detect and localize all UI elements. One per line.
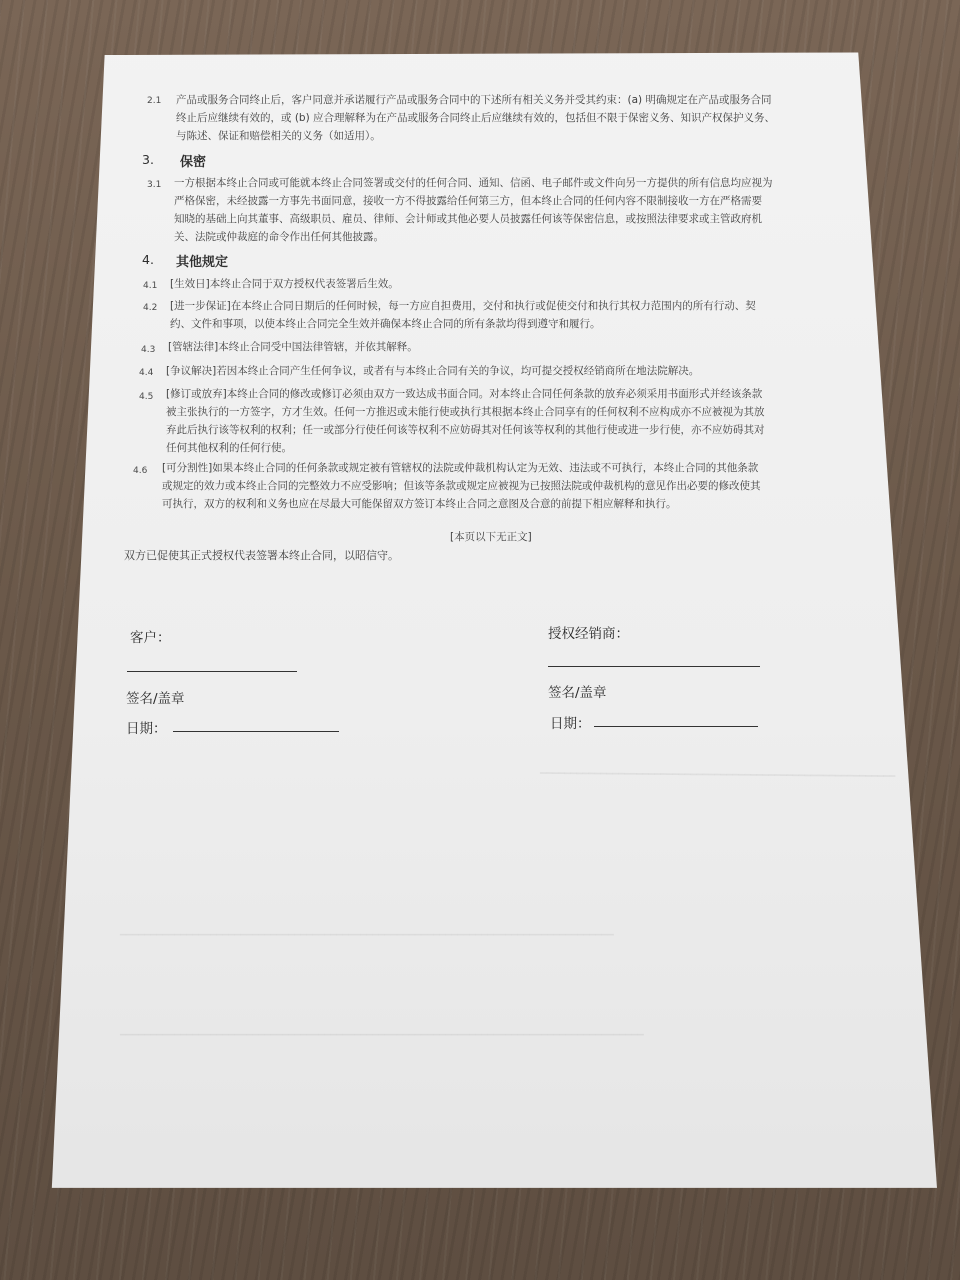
clause-line: [可分割性]如果本终止合同的任何条款或规定被有管辖权的法院或仲裁机构认定为无效、违法或不可执行，本终止合同的其他条款 — [162, 462, 759, 474]
clause-number: 2.1 — [147, 96, 162, 106]
clause-4-6 — [162, 459, 862, 513]
clause-line: 与陈述、保证和赔偿相关的义务（如适用）。 — [176, 130, 381, 142]
bleed-through-text: ━━━━━━━━━━━━━━━━━━━━━━━━━━━━━━━━━━━━━━━━━━━━━━━━━━━━━━━━━━━ — [539, 768, 896, 783]
clause-4-5 — [166, 385, 856, 457]
bleed-through-text: ━━━━━━━━━━━━━━━━━━━━━━━━━━━━━━━━━━━━━━━━━━━━━━━━━━━━━━━━━━━━━━━━━━━━━━━━━━━━━━━━━━━━━━━ — [120, 1030, 644, 1041]
dealer-signature-line — [548, 666, 760, 667]
clause-3-1 — [174, 174, 846, 246]
clause-number: 4.4 — [139, 368, 154, 378]
section-number: 4. — [142, 252, 154, 267]
clause-4-4 — [166, 362, 846, 380]
clause-line: [进一步保证]在本终止合同日期后的任何时候，每一方应自担费用，交付和执行或促使交付和执行其权力范围内的所有行动、契 — [170, 300, 756, 312]
clause-line: 可执行，双方的权利和义务也应在尽最大可能保留双方签订本终止合同之意图及合意的前提下相应解释和执行。 — [162, 498, 677, 510]
clause-number: 3.1 — [147, 180, 162, 190]
clause-line: 被主张执行的一方签字，方才生效。任何一方推迟或未能行使或执行其根据本终止合同享有的任何权利不应构成亦不应被视为其放 — [166, 406, 765, 418]
clause-line: 关、法院或仲裁庭的命令作出任何其他披露。 — [174, 231, 384, 243]
clause-line: 产品或服务合同终止后，客户同意并承诺履行产品或服务合同中的下述所有相关义务并受其约束：(a) 明确规定在产品或服务合同 — [176, 94, 772, 106]
clause-number: 4.2 — [143, 303, 158, 313]
clause-line: 约、文件和事项，以使本终止合同完全生效并确保本终止合同的所有条款均得到遵守和履行。 — [170, 318, 601, 330]
clause-line: 严格保密，未经披露一方事先书面同意，接收一方不得披露给任何第三方，但本终止合同的任何内容不限制接收一方在严格需要 — [174, 195, 762, 207]
section-title-other-provisions: 其他规定 — [176, 255, 229, 270]
clause-number: 4.6 — [133, 466, 148, 476]
clause-line: 知晓的基础上向其董事、高级职员、雇员、律师、会计师或其他必要人员披露任何该等保密信息，或按照法律要求或主管政府机 — [174, 213, 762, 225]
clause-line: [争议解决]若因本终止合同产生任何争议，或者有与本终止合同有关的争议，均可提交授权经销商所在地法院解决。 — [166, 365, 700, 377]
customer-date-label: 日期： — [126, 721, 167, 737]
clause-number: 4.5 — [139, 392, 154, 402]
witness-statement: 双方已促使其正式授权代表签署本终止合同，以昭信守。 — [124, 549, 399, 562]
dealer-sign-seal-label: 签名/盖章 — [548, 685, 607, 701]
section-title-confidentiality: 保密 — [180, 155, 207, 170]
clause-4-1 — [170, 275, 842, 293]
bleed-through-text: ━━━━━━━━━━━━━━━━━━━━━━━━━━━━━━━━━━━━━━━━━━━━━━━━━━━━━━━━━━━━━━━━━━━━━━━━━━━━━━━━━━ — [120, 930, 614, 941]
dealer-label: 授权经销商： — [548, 626, 629, 642]
customer-signature-line — [127, 671, 297, 672]
clause-number: 4.1 — [143, 281, 158, 291]
clause-line: 或规定的效力或本终止合同的完整效力不应受影响；但该等条款或规定应被视为已按照法院或仲裁机构的意见作出必要的修改使其 — [162, 480, 761, 492]
section-number: 3. — [142, 152, 154, 167]
dealer-date-label: 日期： — [550, 716, 591, 732]
clause-line: 一方根据本终止合同或可能就本终止合同签署或交付的任何合同、通知、信函、电子邮件或文件向另一方提供的所有信息均应视为 — [174, 177, 773, 189]
clause-line: [修订或放弃]本终止合同的修改或修订必须由双方一致达成书面合同。对本终止合同任何条款的放弃必须采用书面形式并经该条款 — [166, 388, 763, 400]
customer-date-line — [173, 731, 339, 732]
clause-2-1 — [176, 91, 836, 145]
clause-line: [生效日]本终止合同于双方授权代表签署后生效。 — [170, 278, 399, 290]
clause-4-3 — [168, 338, 844, 356]
clause-line: 弃此后执行该等权利的权利；任一或部分行使任何该等权利不应妨碍其对任何该等权利的其他行使或进一步行使，亦不应妨碍其对 — [166, 424, 765, 436]
no-further-text-note: [本页以下无正文] — [450, 531, 532, 543]
clause-4-2 — [170, 297, 842, 333]
clause-number: 4.3 — [141, 345, 156, 355]
clause-line: [管辖法律]本终止合同受中国法律管辖，并依其解释。 — [168, 341, 418, 353]
customer-sign-seal-label: 签名/盖章 — [126, 691, 185, 707]
clause-line: 终止后应继续有效的，或 (b) 应合理解释为在产品或服务合同终止后应继续有效的，包括但不限于保密义务、知识产权保护义务、 — [176, 112, 776, 124]
clause-line: 任何其他权利的任何行使。 — [166, 442, 292, 454]
customer-label: 客户： — [130, 630, 171, 646]
dealer-date-line — [594, 726, 758, 727]
